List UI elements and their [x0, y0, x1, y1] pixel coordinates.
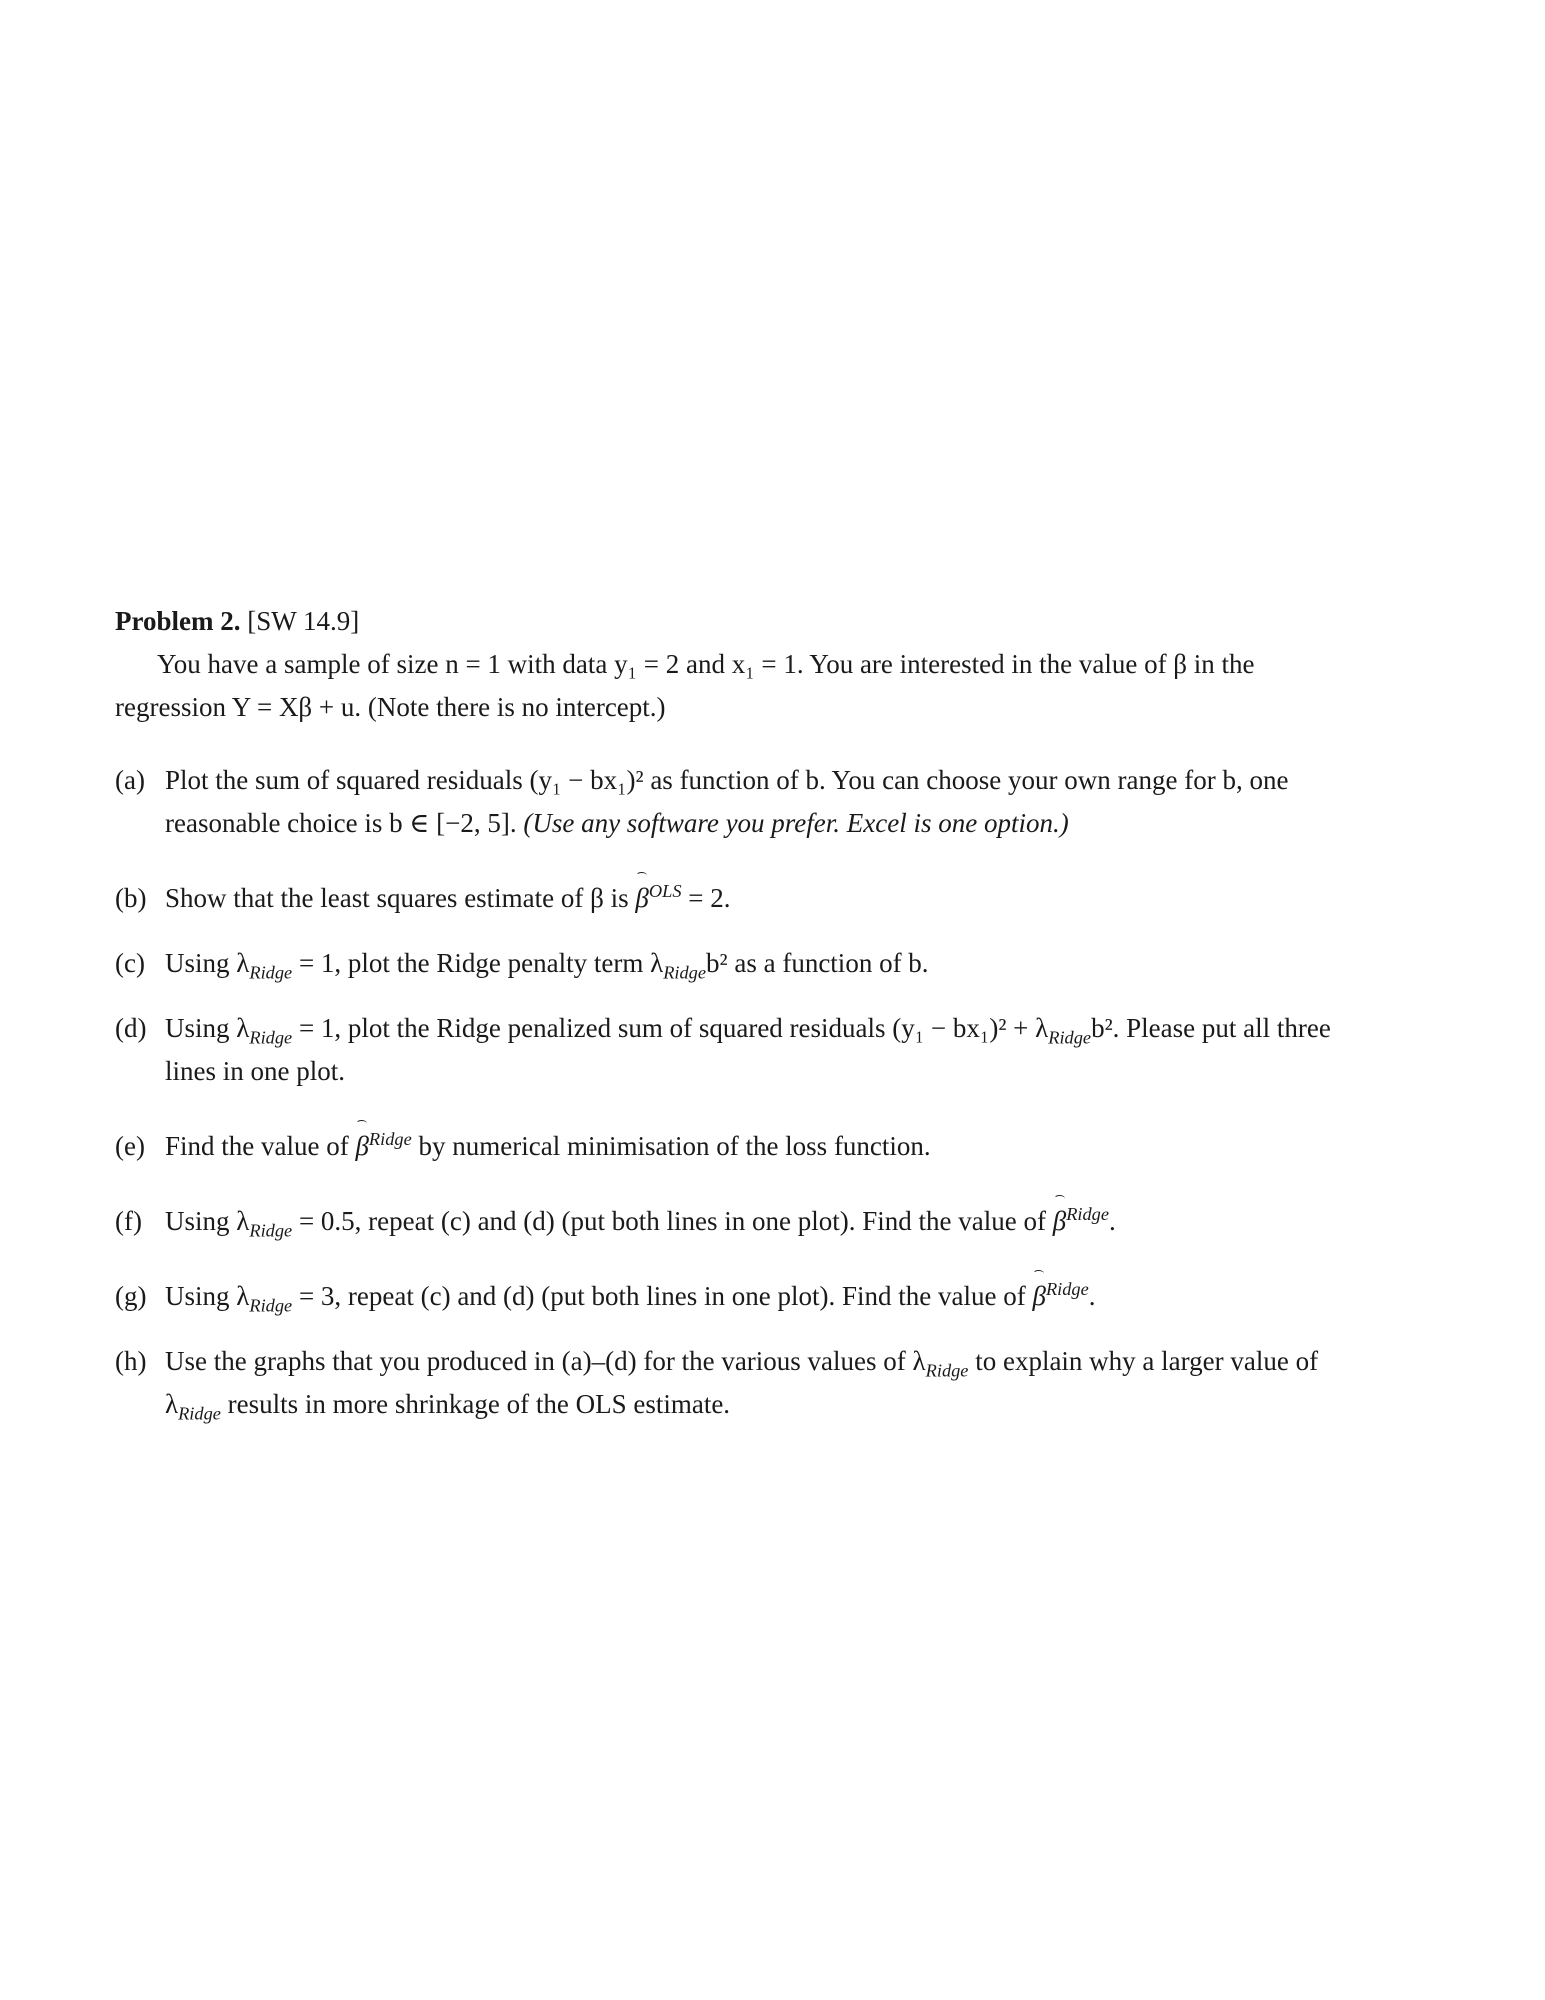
subquestion-e	[115, 1115, 1345, 1168]
superscript-ols: OLS	[648, 881, 682, 901]
subquestion-text-mid: = 1, plot the Ridge penalty term λ	[292, 948, 664, 978]
problem-heading	[115, 600, 1345, 643]
problem-reference: [SW 14.9]	[247, 606, 360, 636]
subquestion-f	[115, 1190, 1345, 1243]
subscript-ridge: Ridge	[663, 962, 707, 983]
subscript-ridge: Ridge	[178, 1403, 221, 1424]
subquestion-c	[115, 942, 1345, 985]
subquestion-label: (h)	[115, 1346, 147, 1376]
subquestion-text: Plot the sum of squared residuals (y₁ − bx₁)² as function of b. You can choose your own range for b, one reasonable choice is b ∈ [−2, 5].	[165, 765, 1289, 838]
subquestion-text-end: by numerical minimisation of the loss function.	[411, 1131, 931, 1161]
subquestion-label: (f)	[115, 1206, 142, 1236]
superscript-ridge: Ridge	[1066, 1204, 1110, 1224]
subscript-ridge: Ridge	[1048, 1027, 1092, 1048]
subquestion-text: Using λ	[165, 948, 250, 978]
beta-hat-symbol: β	[355, 1125, 368, 1168]
subquestion-text-mid: to explain why a larger value of λ	[165, 1346, 1319, 1419]
subquestion-text: Using λ	[165, 1013, 250, 1043]
subquestion-label: (d)	[115, 1013, 147, 1043]
subquestion-d	[115, 1007, 1345, 1093]
superscript-ridge: Ridge	[1045, 1279, 1089, 1299]
subquestion-text-mid: = 0.5, repeat (c) and (d) (put both lines in one plot). Find the value of	[292, 1206, 1053, 1236]
subquestion-text-end: results in more shrinkage of the OLS estimate.	[220, 1389, 731, 1419]
subscript-ridge: Ridge	[249, 1295, 293, 1316]
subquestion-text: Find the value of	[165, 1131, 356, 1161]
subquestion-h	[115, 1340, 1345, 1426]
subquestion-label: (b)	[115, 883, 147, 913]
subquestion-label: (e)	[115, 1131, 145, 1161]
subquestion-label: (g)	[115, 1281, 147, 1311]
superscript-ridge: Ridge	[368, 1129, 412, 1149]
subquestion-text: Using λ	[165, 1281, 250, 1311]
subscript-ridge: Ridge	[249, 1220, 293, 1241]
subscript-ridge: Ridge	[925, 1360, 969, 1381]
subquestion-a	[115, 759, 1345, 845]
subquestion-text-end: .	[1109, 1206, 1116, 1236]
subquestion-text-end: .	[1088, 1281, 1096, 1311]
problem-title: Problem 2.	[115, 606, 241, 636]
subquestion-text-end: b² as a function of b.	[706, 948, 929, 978]
subquestion-list	[115, 759, 1345, 1426]
beta-hat-symbol: β	[1053, 1200, 1066, 1243]
problem-block	[115, 600, 1345, 1448]
subquestion-label: (c)	[115, 948, 145, 978]
subscript-ridge: Ridge	[249, 1027, 293, 1048]
subquestion-g	[115, 1265, 1345, 1318]
subquestion-text: Using λ	[165, 1206, 250, 1236]
subquestion-text: Show that the least squares estimate of β is	[165, 883, 636, 913]
subquestion-text-end: = 2.	[681, 883, 731, 913]
subquestion-text-mid: = 1, plot the Ridge penalized sum of squared residuals (y₁ − bx₁)² + λ	[292, 1013, 1049, 1043]
subquestion-text-mid: = 3, repeat (c) and (d) (put both lines in one plot). Find the value of	[292, 1281, 1033, 1311]
beta-hat-symbol: β	[635, 877, 648, 920]
subquestion-text: Use the graphs that you produced in (a)–(d) for the various values of λ	[165, 1346, 926, 1376]
subquestion-note: (Use any software you prefer. Excel is one option.)	[523, 808, 1069, 838]
subquestion-text-end: b². Please put all three lines in one plot.	[165, 1013, 1331, 1086]
subquestion-label: (a)	[115, 765, 145, 795]
beta-hat-symbol: β	[1032, 1275, 1045, 1318]
subscript-ridge: Ridge	[249, 962, 293, 983]
problem-intro: You have a sample of size n = 1 with data y₁ = 2 and x₁ = 1. You are interested in the value of β in the regression Y = Xβ + u. (Note there is no intercept.)	[115, 649, 1255, 722]
subquestion-b	[115, 867, 1345, 920]
